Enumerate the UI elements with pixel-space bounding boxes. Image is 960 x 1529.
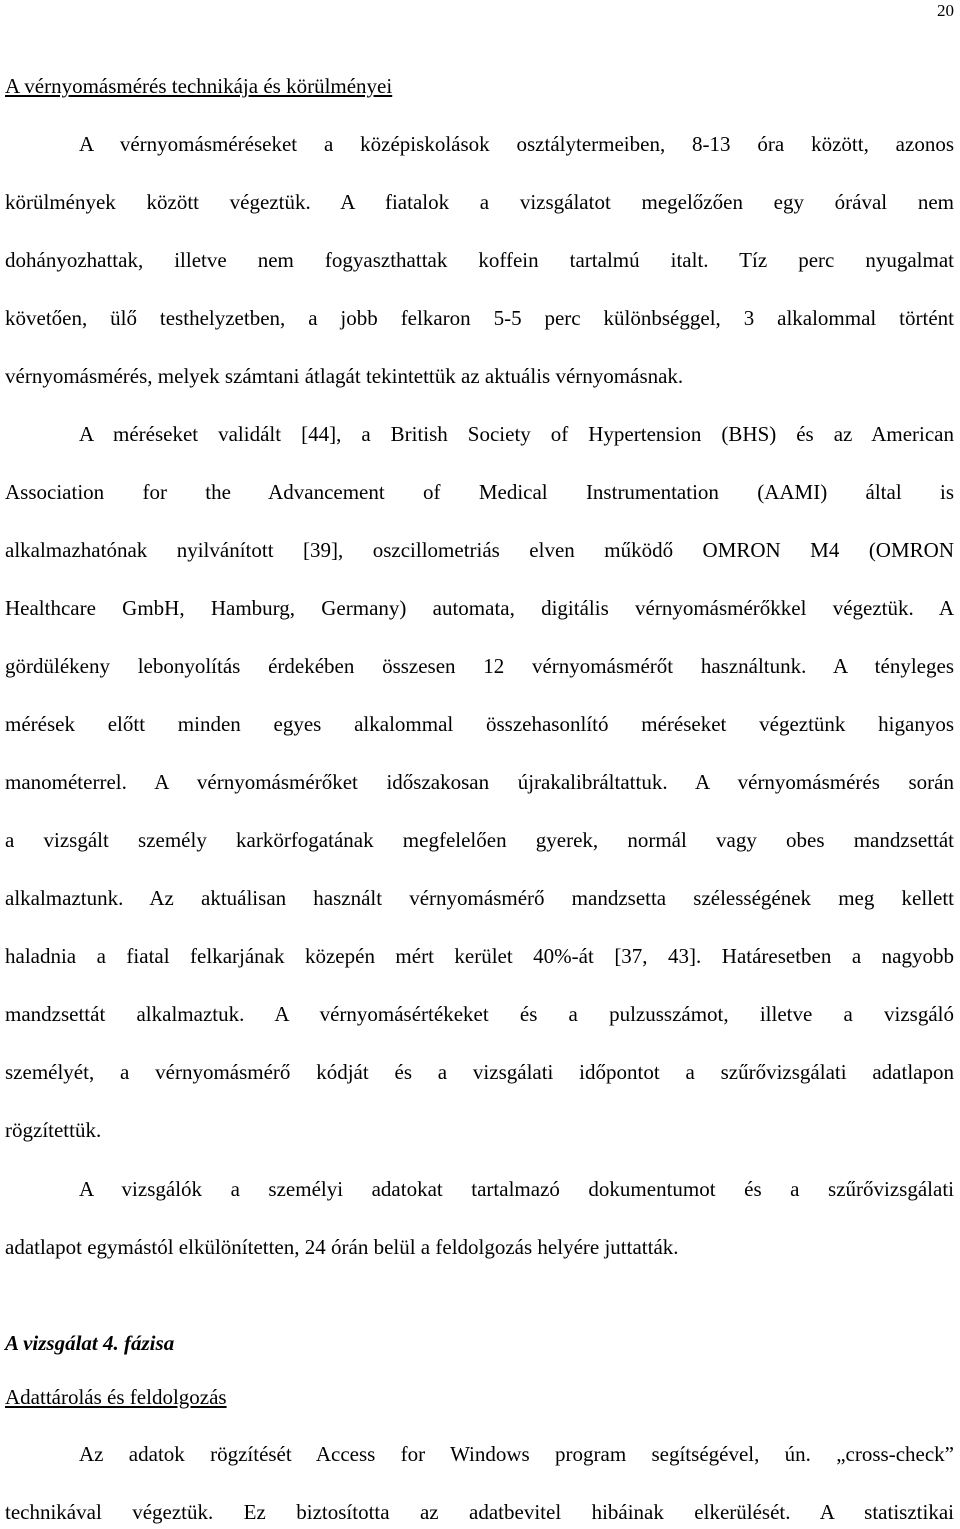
paragraph-line: vérnyomásmérés, melyek számtani átlagát tekintettük az aktuális vérnyomásnak.: [5, 364, 684, 388]
paragraph-line: dohányozhattak, illetve nem fogyaszthattak koffein tartalmú italt. Tíz perc nyugalmat: [5, 248, 954, 272]
paragraph-line: Az adatok rögzítését Access for Windows program segítségével, ún. „cross-check”: [79, 1442, 954, 1466]
paragraph-line: rögzítettük.: [5, 1118, 102, 1142]
paragraph-line: A méréseket validált [44], a British Society of Hypertension (BHS) és az American: [79, 422, 954, 446]
paragraph-line: A vizsgálók a személyi adatokat tartalmazó dokumentumot és a szűrővizsgálati: [79, 1177, 954, 1201]
paragraph-line: alkalmazhatónak nyilvánított [39], oszcillometriás elven működő OMRON M4 (OMRON: [5, 538, 954, 562]
paragraph-line: mérések előtt minden egyes alkalommal összehasonlító méréseket végeztünk higanyos: [5, 712, 954, 736]
section-title: A vérnyomásmérés technikája és körülményei: [5, 74, 393, 98]
paragraph-line: technikával végeztük. Ez biztosította az adatbevitel hibáinak elkerülését. A statisztikai: [5, 1500, 954, 1524]
paragraph-line: haladnia a fiatal felkarjának közepén mért kerület 40%-át [37, 43]. Határesetben a nagyobb: [5, 944, 954, 968]
paragraph-line: Association for the Advancement of Medical Instrumentation (AAMI) által is: [5, 480, 954, 504]
paragraph-line: körülmények között végeztük. A fiatalok a vizsgálatot megelőzően egy órával nem: [5, 190, 954, 214]
paragraph-line: adatlapot egymástól elkülönítetten, 24 órán belül a feldolgozás helyére juttatták.: [5, 1235, 679, 1259]
paragraph-line: A vérnyomásméréseket a középiskolások osztálytermeiben, 8-13 óra között, azonos: [79, 132, 954, 156]
paragraph-line: Healthcare GmbH, Hamburg, Germany) automata, digitális vérnyomásmérőkkel végeztük. A: [5, 596, 954, 620]
section-heading: A vizsgálat 4. fázisa: [5, 1331, 175, 1355]
paragraph-line: személyét, a vérnyomásmérő kódját és a vizsgálati időpontot a szűrővizsgálati adatlapon: [5, 1060, 954, 1084]
paragraph-line: mandzsettát alkalmaztuk. A vérnyomásértékeket és a pulzusszámot, illetve a vizsgáló: [5, 1002, 954, 1026]
paragraph-line: gördülékeny lebonyolítás érdekében összesen 12 vérnyomásmérőt használtunk. A tényleges: [5, 654, 954, 678]
paragraph-line: a vizsgált személy karkörfogatának megfelelően gyerek, normál vagy obes mandzsettát: [5, 828, 954, 852]
page-number: 20: [937, 1, 954, 20]
paragraph-line: manométerrel. A vérnyomásmérőket időszakosan újrakalibráltattuk. A vérnyomásmérés során: [5, 770, 954, 794]
section-subtitle: Adattárolás és feldolgozás: [5, 1385, 227, 1409]
paragraph-line: követően, ülő testhelyzetben, a jobb felkaron 5-5 perc különbséggel, 3 alkalommal történt: [5, 306, 954, 330]
paragraph-line: alkalmaztunk. Az aktuálisan használt vérnyomásmérő mandzsetta szélességének meg kellett: [5, 886, 954, 910]
